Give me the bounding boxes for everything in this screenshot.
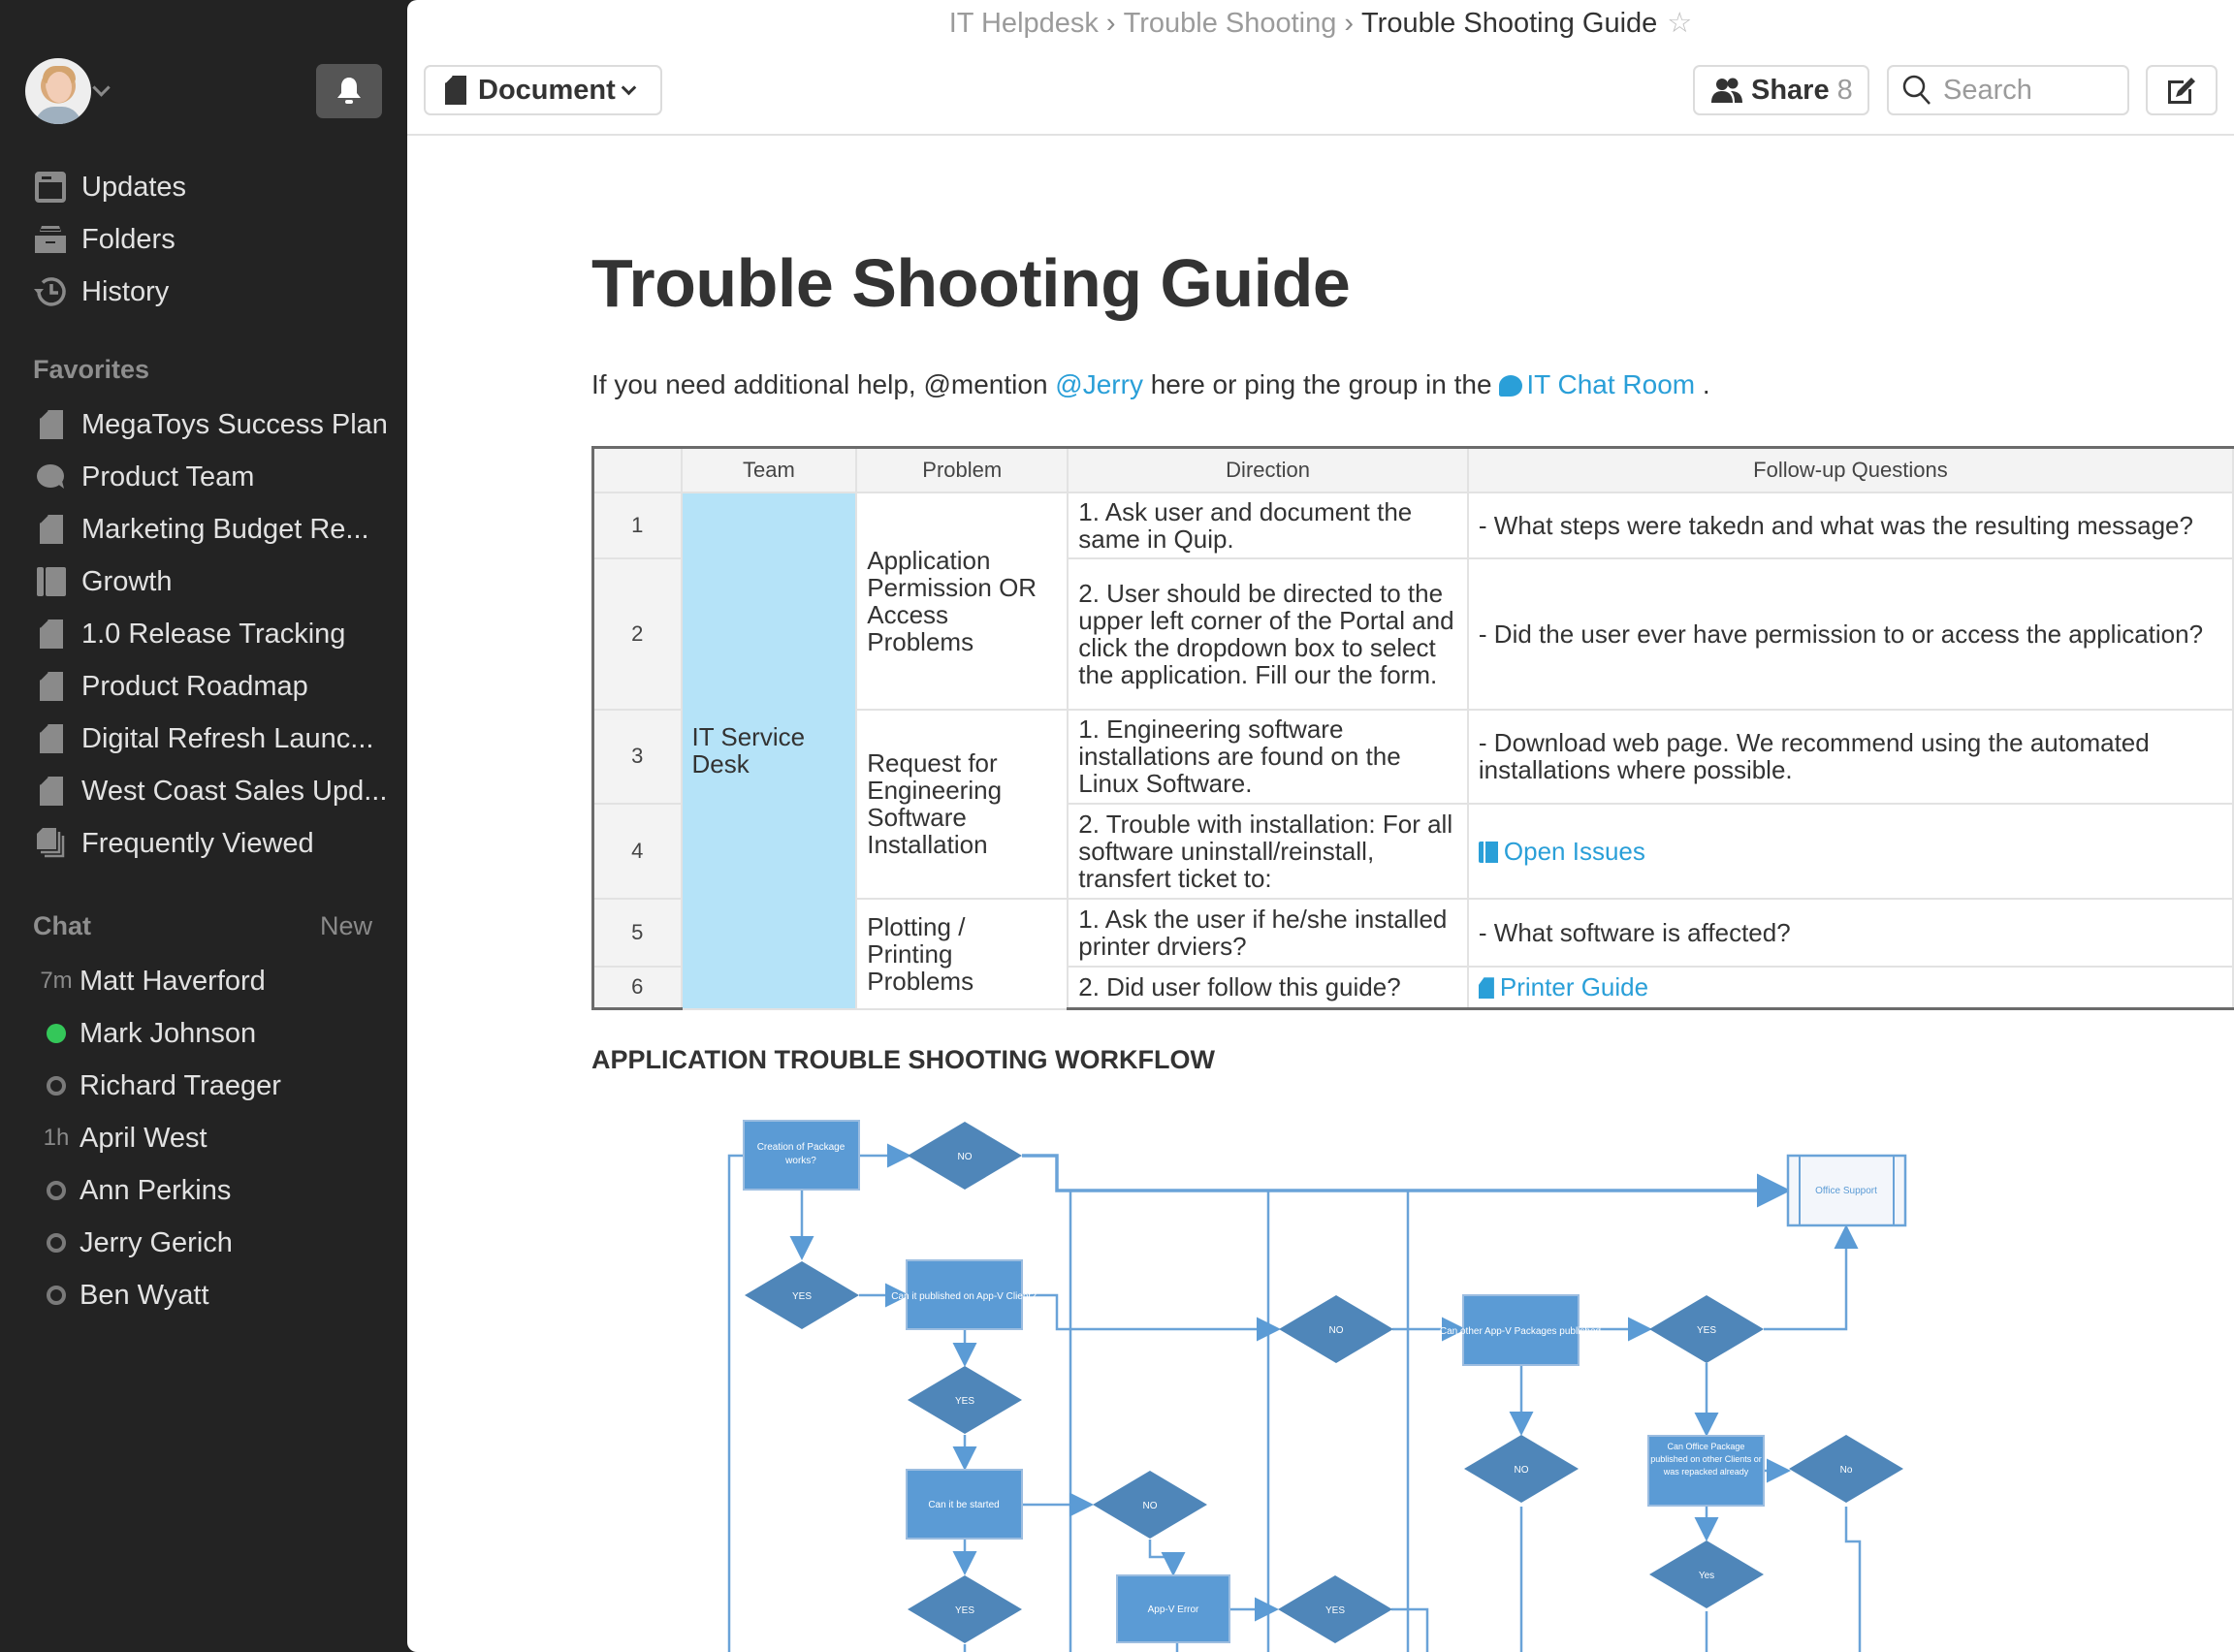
column-header: Problem: [856, 448, 1068, 492]
nav-item-folders[interactable]: [33, 213, 186, 266]
chat-item[interactable]: [33, 1217, 281, 1269]
box-label: Can other App-V Packages published: [1439, 1326, 1602, 1337]
followup-cell[interactable]: - What software is affected?: [1468, 899, 2233, 967]
offline-status-icon: [47, 1286, 66, 1305]
chevron-down-icon[interactable]: [92, 79, 110, 96]
favorite-item[interactable]: [35, 503, 388, 556]
direction-cell[interactable]: 1. Engineering software installations are found on the Linux Software.: [1068, 710, 1468, 804]
favorite-item[interactable]: [35, 765, 388, 817]
direction-cell[interactable]: 2. Trouble with installation: For all software uninstall/reinstall, transfert ticket to:: [1068, 804, 1468, 899]
box-label: Creation of Package works?: [756, 1142, 846, 1166]
diamond-label: YES: [954, 1605, 975, 1616]
share-label: Share: [1751, 74, 1830, 106]
process-box[interactable]: [891, 1260, 1037, 1329]
problem-cell[interactable]: Request for Engineering Software Installation: [856, 710, 1068, 899]
process-box[interactable]: [1440, 1295, 1601, 1365]
problem-cell[interactable]: Plotting / Printing Problems: [856, 899, 1068, 1009]
team-cell[interactable]: IT Service Desk: [682, 492, 857, 1009]
connector: [1764, 1229, 1846, 1329]
document-icon: [35, 410, 68, 439]
decision-diamond[interactable]: [1789, 1435, 1903, 1503]
notifications-button[interactable]: [316, 64, 382, 118]
open-issues-label: Open Issues: [1503, 836, 1645, 866]
chat-time: 1h: [43, 1125, 70, 1151]
box-label: Can Office Package published on other Clients or was repacked already: [1650, 1442, 1762, 1477]
favorite-label: Digital Refresh Launc...: [81, 722, 374, 754]
office-support-box[interactable]: [1788, 1156, 1905, 1225]
chevron-right-icon: ›: [1105, 8, 1116, 39]
box-label: Can it published on App-V Client?: [891, 1291, 1037, 1302]
document-icon: [35, 777, 68, 806]
connector: [729, 1156, 744, 1652]
breadcrumb-current: Trouble Shooting Guide: [1361, 8, 1658, 39]
connector: [1391, 1609, 1427, 1652]
row-number: 2: [593, 558, 682, 710]
diamond-label: YES: [1696, 1325, 1717, 1336]
chat-heading: Chat: [33, 911, 91, 940]
nav-label: Updates: [81, 171, 187, 203]
diamond-label: NO: [1142, 1501, 1158, 1511]
row-number: 3: [593, 710, 682, 804]
connector: [1150, 1540, 1173, 1572]
workflow-heading: APPLICATION TROUBLE SHOOTING WORKFLOW: [591, 1045, 1215, 1074]
favorite-label: West Coast Sales Upd...: [81, 775, 388, 807]
nav-item-history[interactable]: [33, 266, 186, 318]
updates-icon: [33, 170, 68, 205]
nav-item-updates[interactable]: [33, 161, 186, 213]
document-icon: [35, 620, 68, 649]
avatar[interactable]: [25, 58, 91, 124]
chat-name: Ben Wyatt: [80, 1279, 209, 1311]
decision-diamond[interactable]: [1649, 1541, 1764, 1608]
intro-text: here or ping the group in the: [1142, 369, 1500, 399]
bell-icon: [335, 76, 363, 107]
chat-name: Mark Johnson: [80, 1017, 257, 1049]
problem-cell[interactable]: Application Permission OR Access Problems: [856, 492, 1068, 710]
workflow-diagram: [407, 0, 2234, 1652]
mention-link[interactable]: @Jerry: [1055, 369, 1143, 399]
chat-name: Richard Traeger: [80, 1069, 281, 1101]
diamond-label: NO: [1328, 1325, 1344, 1336]
decision-diamond[interactable]: [1279, 1295, 1393, 1363]
diamond-label: NO: [1514, 1465, 1529, 1476]
process-box[interactable]: [1648, 1436, 1764, 1506]
avatar-face: [47, 72, 72, 103]
chat-name: Jerry Gerich: [80, 1226, 233, 1258]
offline-status-icon: [47, 1233, 66, 1253]
notebook-icon: [35, 567, 68, 596]
process-box[interactable]: [744, 1121, 859, 1190]
decision-diamond[interactable]: [1649, 1295, 1764, 1363]
stacked-documents-icon: [35, 828, 68, 859]
chat-list: [33, 955, 281, 1321]
chat-item[interactable]: [33, 955, 281, 1007]
decision-diamond[interactable]: [908, 1122, 1022, 1190]
favorite-item[interactable]: [35, 608, 388, 660]
direction-cell[interactable]: 1. Ask the user if he/she installed printer drviers?: [1068, 899, 1468, 967]
intro-text: If you need additional help, @mention: [591, 369, 1056, 399]
document-title: Trouble Shooting Guide: [591, 245, 1351, 321]
followup-cell[interactable]: - Download web page. We recommend using the automated installations where possible.: [1468, 710, 2233, 804]
diamond-label: YES: [954, 1396, 975, 1407]
followup-cell[interactable]: - What steps were takedn and what was the resulting message?: [1468, 492, 2233, 558]
favorite-item[interactable]: [35, 398, 388, 451]
connector: [1022, 1295, 1276, 1329]
avatar-shoulders: [35, 107, 81, 124]
favorite-item[interactable]: [35, 817, 388, 870]
favorite-label: Product Team: [81, 461, 255, 492]
decision-diamond[interactable]: [1093, 1471, 1207, 1539]
followup-cell[interactable]: - Did the user ever have permission to or access the application?: [1468, 558, 2233, 710]
diamond-label: Yes: [1698, 1571, 1715, 1581]
chat-time: 7m: [40, 968, 73, 994]
diamond-label: YES: [791, 1291, 813, 1302]
search-placeholder: Search: [1943, 74, 2032, 106]
printer-guide-label: Printer Guide: [1499, 972, 1649, 1002]
direction-cell[interactable]: 1. Ask user and document the same in Quip.: [1068, 492, 1468, 558]
favorite-label: MegaToys Success Plan: [81, 408, 388, 440]
chat-name: April West: [80, 1122, 207, 1154]
document-menu-label: Document: [478, 74, 616, 106]
document-icon: [35, 672, 68, 701]
document-icon: [35, 724, 68, 753]
chevron-right-icon: ›: [1344, 8, 1355, 39]
decision-diamond[interactable]: [908, 1366, 1022, 1434]
chat-name: Matt Haverford: [80, 965, 266, 997]
decision-diamond[interactable]: [1464, 1435, 1579, 1503]
process-box[interactable]: [1117, 1575, 1229, 1642]
chat-name: Ann Perkins: [80, 1174, 232, 1206]
intro-text: .: [1695, 369, 1710, 399]
document-icon: [35, 515, 68, 544]
chat-item[interactable]: [33, 1164, 281, 1217]
diamond-label: No: [1839, 1465, 1853, 1476]
row-number: 5: [593, 899, 682, 967]
favorite-label: 1.0 Release Tracking: [81, 618, 346, 650]
direction-cell[interactable]: 2. Did user follow this guide?: [1068, 967, 1468, 1009]
offline-status-icon: [47, 1076, 66, 1096]
decision-diamond[interactable]: [1278, 1575, 1392, 1643]
favorites-list: [35, 398, 388, 870]
favorite-item[interactable]: [35, 660, 388, 713]
chat-room-label: IT Chat Room: [1526, 369, 1696, 399]
nav-label: History: [81, 275, 170, 307]
chat-item[interactable]: [33, 1007, 281, 1060]
nav-label: Folders: [81, 223, 176, 255]
favorite-label: Product Roadmap: [81, 670, 308, 702]
favorite-label: Marketing Budget Re...: [81, 513, 369, 545]
box-label: App-V Error: [1147, 1604, 1199, 1615]
row-number: 4: [593, 804, 682, 899]
decision-diamond[interactable]: [745, 1261, 859, 1329]
chat-item[interactable]: [33, 1112, 281, 1164]
direction-cell[interactable]: 2. User should be directed to the upper left corner of the Portal and click the dropdown box to select the application. Fill our the form.: [1068, 558, 1468, 710]
box-label: Office Support: [1815, 1186, 1877, 1196]
sidebar: [0, 0, 407, 1652]
chat-item[interactable]: [33, 1269, 281, 1321]
breadcrumb-item[interactable]: Trouble Shooting: [1123, 8, 1337, 39]
offline-status-icon: [47, 1181, 66, 1200]
connector: [1846, 1507, 1860, 1652]
favorite-item[interactable]: [35, 713, 388, 765]
new-chat-button[interactable]: New: [319, 911, 372, 940]
column-header: Direction: [1068, 448, 1468, 492]
decision-diamond[interactable]: [908, 1575, 1022, 1643]
row-number: 1: [593, 492, 682, 558]
online-status-icon: [47, 1024, 66, 1043]
diamond-label: NO: [957, 1152, 973, 1162]
main-nav: [33, 161, 186, 318]
chat-item[interactable]: [33, 1060, 281, 1112]
main-panel: [407, 0, 2234, 1652]
column-header: Follow-up Questions: [1468, 448, 2233, 492]
column-header: Team: [682, 448, 857, 492]
chat-bubble-icon: [35, 463, 68, 491]
favorites-heading: Favorites: [33, 355, 150, 384]
diamond-label: YES: [1324, 1605, 1346, 1616]
connector: [1022, 1156, 1784, 1191]
row-number: 6: [593, 967, 682, 1009]
share-count: 8: [1836, 74, 1853, 106]
breadcrumb-item[interactable]: IT Helpdesk: [948, 8, 1099, 39]
star-icon[interactable]: ☆: [1667, 8, 1693, 39]
favorite-item[interactable]: [35, 556, 388, 608]
favorite-label: Growth: [81, 565, 173, 597]
history-icon: [33, 274, 68, 309]
process-box[interactable]: [907, 1470, 1022, 1539]
folders-icon: [33, 222, 68, 257]
favorite-item[interactable]: [35, 451, 388, 503]
favorite-label: Frequently Viewed: [81, 827, 314, 859]
box-label: Can it be started: [928, 1500, 1000, 1510]
